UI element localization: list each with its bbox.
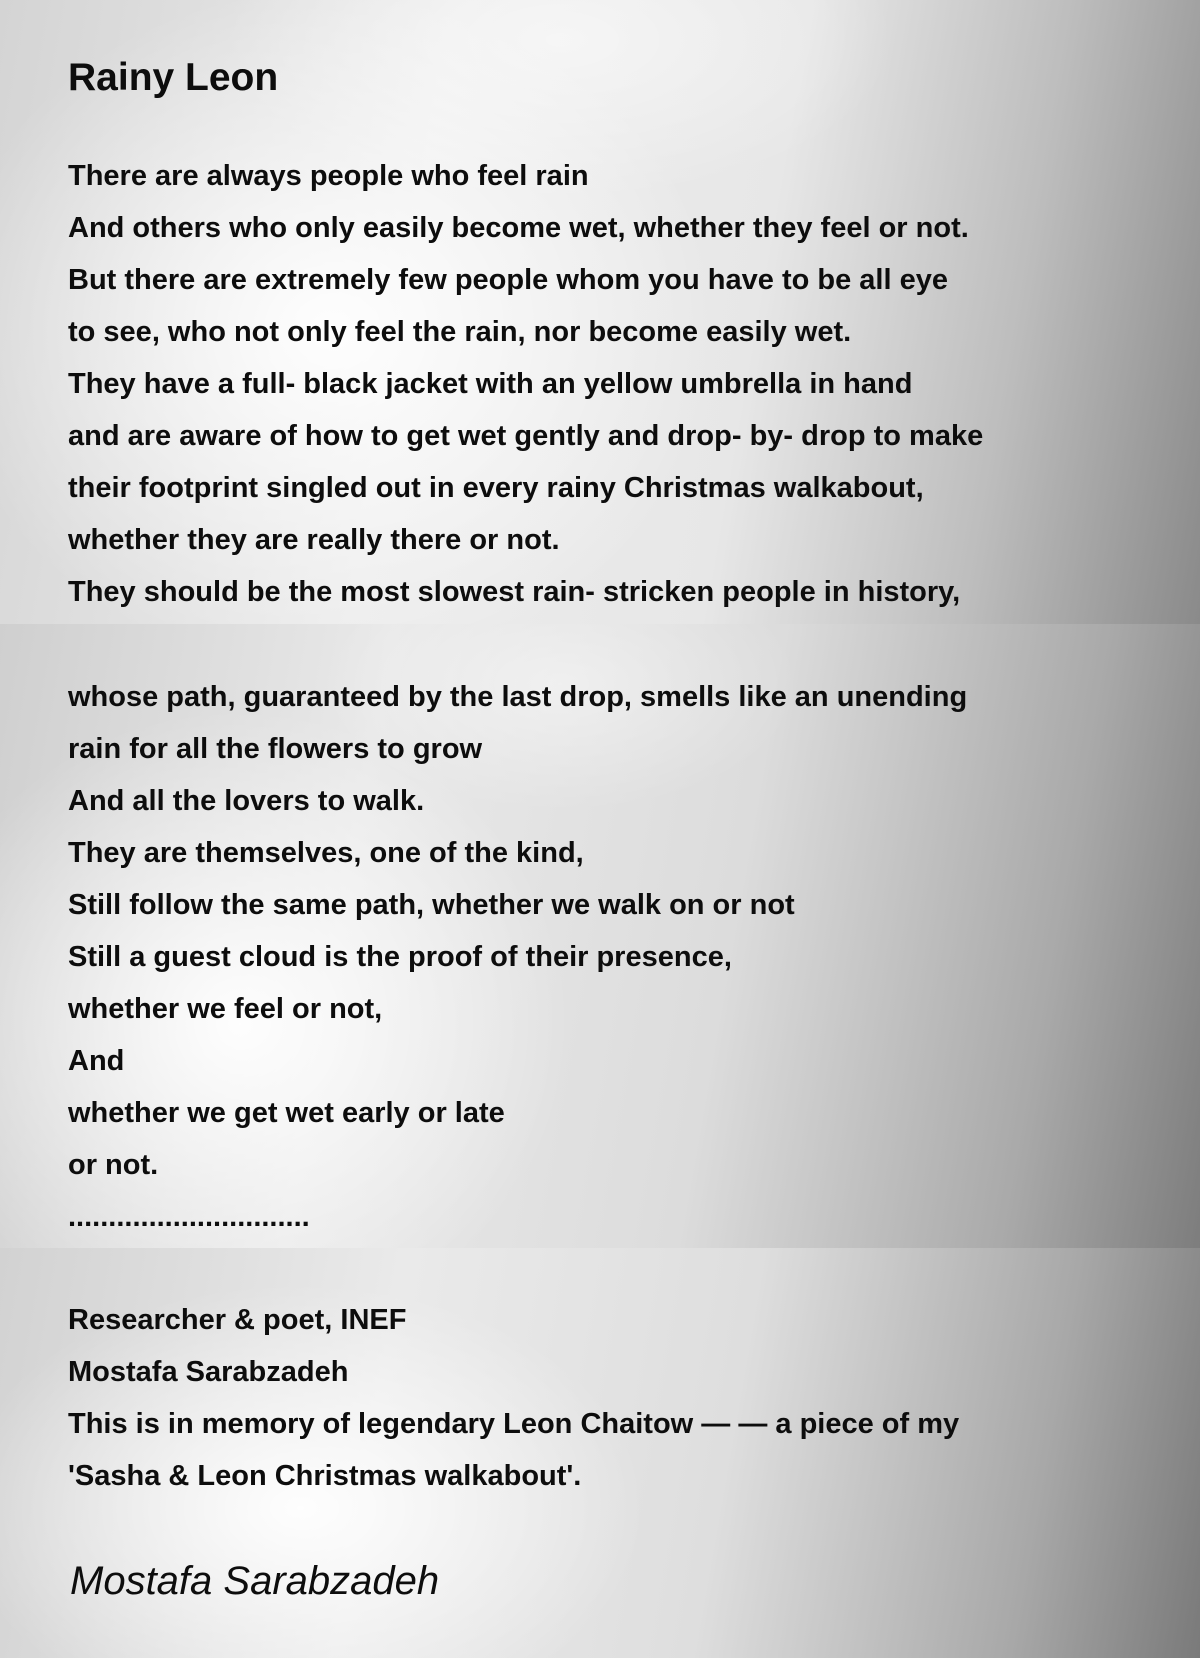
author-signature: Mostafa Sarabzadeh xyxy=(70,1559,440,1603)
poem-line: 'Sasha & Leon Christmas walkabout'. xyxy=(68,1460,582,1492)
poem-line: Mostafa Sarabzadeh xyxy=(68,1356,349,1388)
poem-line: They have a full- black jacket with an yellow umbrella in hand xyxy=(68,368,913,400)
poem-line: And xyxy=(68,1045,125,1077)
poem-title: Rainy Leon xyxy=(68,56,279,99)
poem-line: Researcher & poet, INEF xyxy=(68,1304,407,1336)
stanza-3 xyxy=(68,1294,959,1502)
poem-line: They are themselves, one of the kind, xyxy=(68,837,584,869)
poem-line: whether we feel or not, xyxy=(68,993,383,1025)
poem-line: Still a guest cloud is the proof of their presence, xyxy=(68,941,732,973)
poem-line: their footprint singled out in every rainy Christmas walkabout, xyxy=(68,472,924,504)
poem-line: to see, who not only feel the rain, nor become easily wet. xyxy=(68,316,852,348)
poem-line: And all the lovers to walk. xyxy=(68,785,425,817)
poem-line: or not. xyxy=(68,1149,159,1181)
poem-line: And others who only easily become wet, whether they feel or not. xyxy=(68,212,969,244)
poem-line: whether we get wet early or late xyxy=(68,1097,505,1129)
poem-line: whose path, guaranteed by the last drop, smells like an unending xyxy=(68,681,968,713)
poem-line: and are aware of how to get wet gently and drop- by- drop to make xyxy=(68,420,984,452)
poem-line: They should be the most slowest rain- stricken people in history, xyxy=(68,576,961,608)
stanza-1 xyxy=(68,150,983,618)
stanza-2 xyxy=(68,671,967,1243)
poem-line: whether they are really there or not. xyxy=(68,524,560,556)
poem-line: But there are extremely few people whom you have to be all eye xyxy=(68,264,948,296)
poem-line: There are always people who feel rain xyxy=(68,160,589,192)
poem-line: This is in memory of legendary Leon Chaitow — — a piece of my xyxy=(68,1408,960,1440)
poem-line: Still follow the same path, whether we walk on or not xyxy=(68,889,795,921)
poem-line: .............................. xyxy=(68,1201,310,1233)
poem-line: rain for all the flowers to grow xyxy=(68,733,483,765)
